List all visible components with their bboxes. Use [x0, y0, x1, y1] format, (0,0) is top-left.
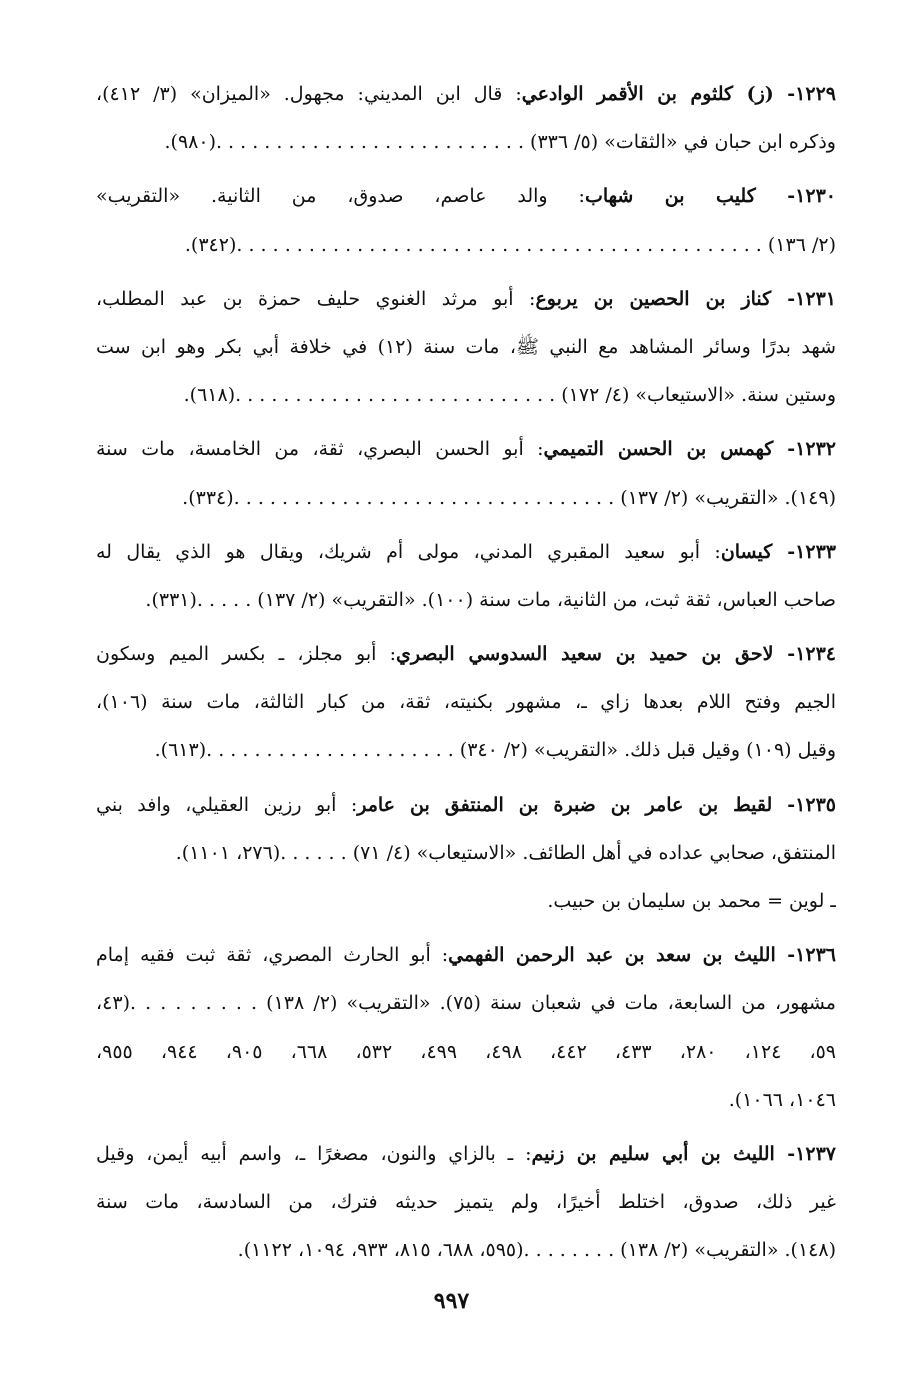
entry-line: مشهور، من السابعة، مات في شعبان سنة (٧٥). «التقريب» (٢/ ١٣٨) . . . . . . . . .(٤٣،: [96, 992, 836, 1015]
entry-name: (ز) كلثوم بن الأقمر الوادعي: [521, 83, 774, 105]
entry-text: : قال ابن المديني: مجهول. «الميزان» (٣/ ٤١٢)،: [96, 83, 522, 105]
entry-text: : أبو الحارث المصري، ثقة ثبت فقيه إمام: [96, 944, 449, 967]
entry-text: : أبو الحسن البصري، ثقة، من الخامسة، مات سنة: [96, 438, 544, 461]
entry-1230: [96, 172, 836, 268]
entry-first-line: ١٢٢٩- (ز) كلثوم بن الأقمر الوادعي: قال ابن المديني: مجهول. «الميزان» (٣/ ٤١٢)،: [96, 83, 836, 105]
entry-text: : أبو مجلز، ـ بكسر الميم وسكون: [96, 643, 397, 666]
entry-name: الليث بن سعد بن عبد الرحمن الفهمي: [448, 944, 776, 967]
entry-first-line: ١٢٣٥- لقيط بن عامر بن ضبرة بن المنتفق بن عامر: أبو رزين العقيلي، وافد بني: [96, 793, 836, 816]
entry-first-line: ١٢٣١- كناز بن الحصين بن يربوع: أبو مرثد الغنوي حليف حمزة بن عبد المطلب،: [96, 287, 836, 310]
cross-reference-line: ـ لوين = محمد بن سليمان بن حبيب.: [547, 890, 836, 912]
entry-number: ١٢٣٠: [795, 185, 836, 208]
entry-1231: [96, 275, 836, 420]
entry-text: : أبو مرثد الغنوي حليف حمزة بن عبد المطلب،: [96, 287, 536, 310]
entry-line: وقيل (١٠٩) وقيل قبل ذلك. «التقريب» (٢/ ٣٤٠) . . . . . . . . . . . . . . . . . . . . .(٦١٣).: [154, 739, 836, 762]
entry-1232: [96, 425, 836, 521]
entry-number: ١٢٣١: [795, 287, 836, 310]
entry-line: وذكره ابن حبان في «الثقات» (٥/ ٣٣٦) . . . . . . . . . . . . . . . . . . . . . . . . . .(٩٨٠).: [164, 131, 836, 154]
entry-first-line: ١٢٣٣- كيسان: أبو سعيد المقبري المدني، مولى أم شريك، ويقال هو الذي يقال له: [96, 540, 836, 563]
entry-number: ١٢٣٢: [795, 438, 836, 461]
entry-line: ١٠٤٦، ١٠٦٦).: [728, 1088, 836, 1111]
entry-line: (٢/ ١٣٦) . . . . . . . . . . . . . . . . . . . . . . . . . . . . . . . . . . . . . . . . . . . .(٣٤٢).: [184, 233, 836, 256]
entry-1234: [96, 630, 836, 775]
entry-name: الليث بن أبي سليم بن زنيم: [531, 1142, 775, 1165]
entry-name: كناز بن الحصين بن يربوع: [535, 287, 772, 310]
page-body: [96, 70, 836, 1281]
entry-number: ١٢٣٥: [795, 793, 836, 816]
entry-line: صاحب العباس، ثقة ثبت، من الثانية، مات سنة (١٠٠). «التقريب» (٢/ ١٣٧) . . . . .(٣٣١).: [145, 588, 836, 611]
entry-1236: [96, 931, 836, 1124]
entry-line: المنتفق، صحابي عداده في أهل الطائف. «الاستيعاب» (٤/ ٧١) . . . . . .(٢٧٦، ١١٠١).: [175, 841, 836, 864]
entry-1233: [96, 528, 836, 624]
entry-name: لاحق بن حميد بن سعيد السدوسي البصري: [396, 643, 774, 666]
entry-first-line: ١٢٣٢- كهمس بن الحسن التميمي: أبو الحسن البصري، ثقة، من الخامسة، مات سنة: [96, 438, 836, 461]
entry-text: : والد عاصم، صدوق، من الثانية. «التقريب»: [96, 185, 585, 208]
entry-line: ٥٩، ١٢٤، ٢٨٠، ٤٣٣، ٤٤٢، ٤٩٨، ٤٩٩، ٥٣٢، ٦٦٨، ٩٠٥، ٩٤٤، ٩٥٥،: [96, 1040, 836, 1063]
entry-number: ١٢٢٩: [795, 83, 836, 105]
entry-1237: [96, 1130, 836, 1275]
entry-line: (١٤٩). «التقريب» (٢/ ١٣٧) . . . . . . . . . . . . . . . . . . . . . . . . . . . . . . . .(٣٣٤).: [182, 486, 836, 509]
entry-1235: [96, 781, 836, 926]
entry-name: كيسان: [720, 540, 773, 563]
entry-number: ١٢٣٧: [795, 1142, 836, 1165]
entry-line: وستين سنة. «الاستيعاب» (٤/ ١٧٢) . . . . . . . . . . . . . . . . . . . . . . . . . . .(٦١٨).: [183, 384, 836, 407]
entry-text: : ـ بالزاي والنون، مصغرًا ـ، واسم أبيه أيمن، وقيل: [96, 1142, 532, 1165]
entry-name: لقيط بن عامر بن ضبرة بن المنتفق بن عامر: [357, 793, 773, 816]
entry-first-line: ١٢٣٠- كليب بن شهاب: والد عاصم، صدوق، من الثانية. «التقريب»: [96, 185, 836, 208]
entry-number: ١٢٣٣: [795, 540, 836, 563]
entry-number: ١٢٣٤: [795, 643, 836, 666]
page-number: ٩٩٧: [433, 1288, 470, 1314]
entry-line: غير ذلك، صدوق، اختلط أخيرًا، ولم يتميز حديثه فترك، من السادسة، مات سنة: [96, 1191, 836, 1214]
entry-name: كهمس بن الحسن التميمي: [543, 438, 774, 461]
entry-first-line: ١٢٣٦- الليث بن سعد بن عبد الرحمن الفهمي: أبو الحارث المصري، ثقة ثبت فقيه إمام: [96, 944, 836, 967]
entry-name: كليب بن شهاب: [584, 185, 756, 208]
entry-number: ١٢٣٦: [795, 944, 836, 967]
entry-first-line: ١٢٣٧- الليث بن أبي سليم بن زنيم: ـ بالزاي والنون، مصغرًا ـ، واسم أبيه أيمن، وقيل: [96, 1142, 836, 1165]
entry-line: شهد بدرًا وسائر المشاهد مع النبي ﷺ، مات سنة (١٢) في خلافة أبي بكر وهو ابن ست: [96, 335, 836, 358]
entry-1229: [96, 70, 836, 166]
entry-text: : أبو سعيد المقبري المدني، مولى أم شريك، ويقال هو الذي يقال له: [96, 540, 721, 563]
entry-line: الجيم وفتح اللام بعدها زاي ـ، مشهور بكنيته، ثقة، من كبار الثالثة، مات سنة (١٠٦)،: [96, 691, 836, 714]
entry-line: (١٤٨). «التقريب» (٢/ ١٣٨) . . . . . . . .(٥٩٥، ٦٨٨، ٨١٥، ٩٣٣، ١٠٩٤، ١١٢٢).: [237, 1239, 836, 1262]
entry-first-line: ١٢٣٤- لاحق بن حميد بن سعيد السدوسي البصري: أبو مجلز، ـ بكسر الميم وسكون: [96, 643, 836, 666]
entry-text: : أبو رزين العقيلي، وافد بني: [96, 793, 358, 816]
